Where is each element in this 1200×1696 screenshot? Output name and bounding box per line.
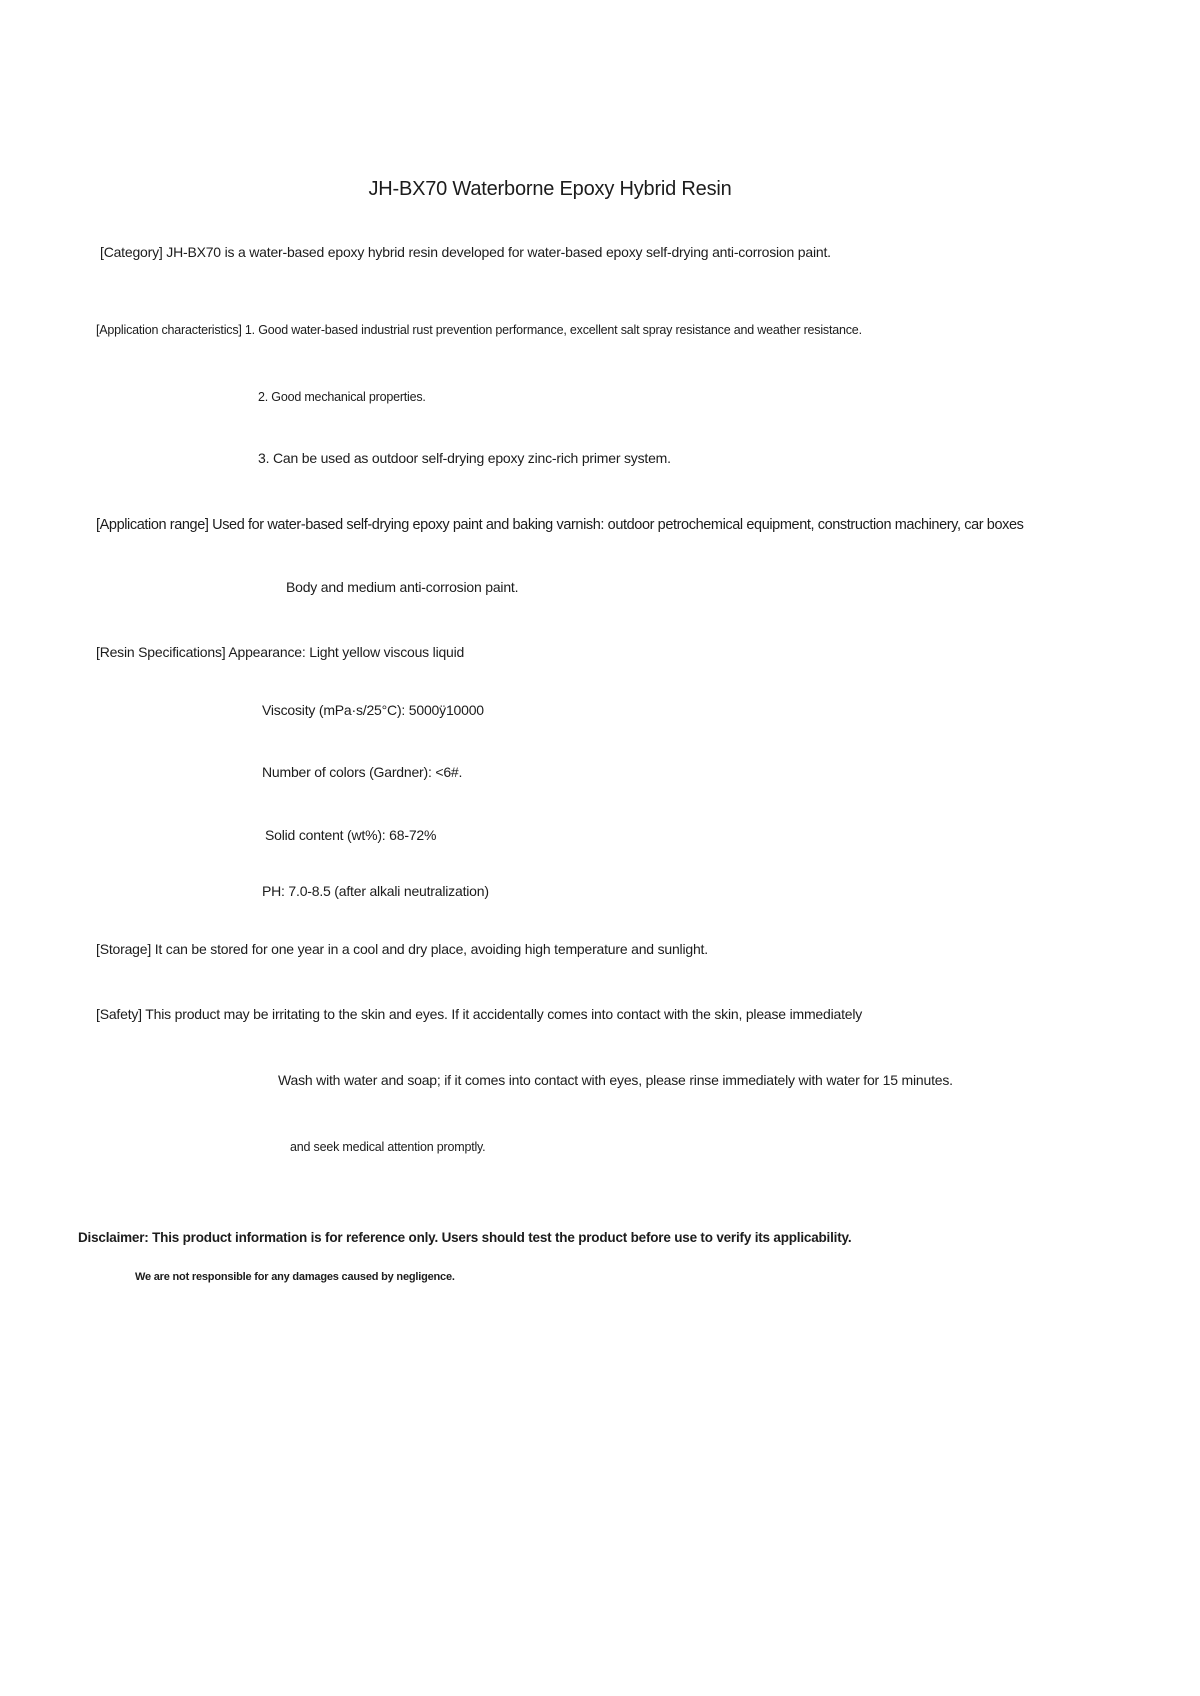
category-line: [Category] JH-BX70 is a water-based epoxy hybrid resin developed for water-based epoxy self-drying anti-corrosion paint. xyxy=(100,244,831,260)
application-range-line-1: [Application range] Used for water-based self-drying epoxy paint and baking varnish: outdoor petrochemical equipment, construction machinery, car boxes xyxy=(96,517,1024,533)
resin-spec-viscosity: Viscosity (mPa·s/25°C): 5000ÿ10000 xyxy=(262,702,484,718)
resin-spec-appearance: [Resin Specifications] Appearance: Light yellow viscous liquid xyxy=(96,644,465,660)
resin-spec-ph: PH: 7.0-8.5 (after alkali neutralization) xyxy=(262,883,489,899)
application-characteristics-line-3: 3. Can be used as outdoor self-drying epoxy zinc-rich primer system. xyxy=(258,450,671,466)
disclaimer-line-1: Disclaimer: This product information is for reference only. Users should test the product before use to verify its applicability. xyxy=(78,1230,852,1245)
resin-spec-solid-content: Solid content (wt%): 68-72% xyxy=(265,827,437,843)
document-title: JH-BX70 Waterborne Epoxy Hybrid Resin xyxy=(368,178,732,200)
application-characteristics-line-1: [Application characteristics] 1. Good water-based industrial rust prevention performance, excellent salt spray resistance and weather resistance. xyxy=(96,323,862,337)
application-range-line-2: Body and medium anti-corrosion paint. xyxy=(286,579,519,595)
safety-line-1: [Safety] This product may be irritating to the skin and eyes. If it accidentally comes into contact with the skin, please immediately xyxy=(96,1006,863,1022)
disclaimer-line-2: We are not responsible for any damages caused by negligence. xyxy=(135,1271,455,1283)
application-characteristics-line-2: 2. Good mechanical properties. xyxy=(258,390,426,404)
safety-line-3: and seek medical attention promptly. xyxy=(290,1140,486,1154)
storage-line: [Storage] It can be stored for one year in a cool and dry place, avoiding high temperature and sunlight. xyxy=(96,941,708,957)
resin-spec-color-number: Number of colors (Gardner): <6#. xyxy=(262,764,463,780)
safety-line-2: Wash with water and soap; if it comes into contact with eyes, please rinse immediately with water for 15 minutes. xyxy=(278,1072,953,1088)
